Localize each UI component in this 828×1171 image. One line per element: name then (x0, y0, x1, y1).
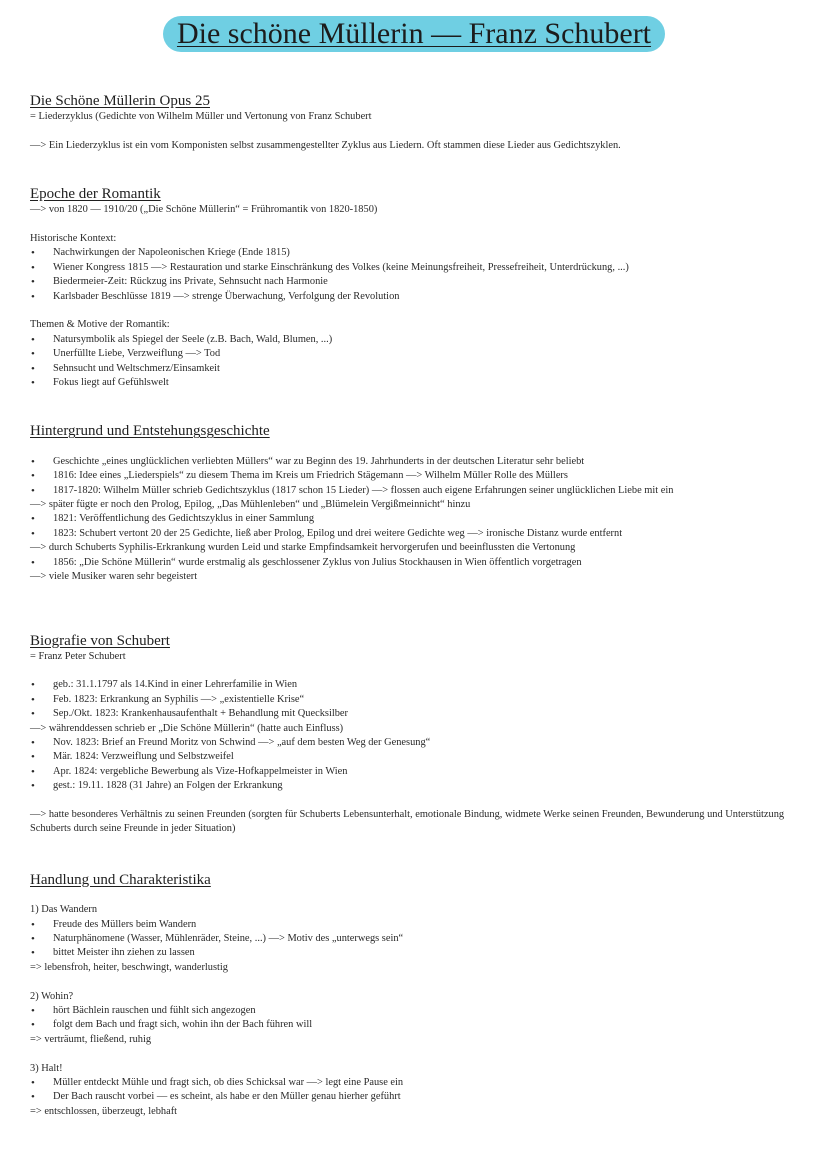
list-item: • Sehnsucht und Weltschmerz/Einsamkeit (30, 362, 800, 376)
list-item: • Sep./Okt. 1823: Krankenhausaufenthalt + Behandlung mit Quecksilber (30, 707, 800, 721)
hintergrund-note-1: —> später fügte er noch den Prolog, Epilog, „Das Mühlenleben“ und „Blümelein Vergißmeinnicht“ hinzu (30, 499, 471, 511)
hintergrund-list-2 (30, 512, 800, 541)
heading-hintergrund: Hintergrund und Entstehungsgeschichte (30, 423, 270, 440)
part-title: 3) Halt! (30, 1062, 63, 1074)
list-item: • Natursymbolik als Spiegel der Seele (z.B. Bach, Wald, Blumen, ...) (30, 333, 800, 347)
part-result: => entschlossen, überzeugt, lebhaft (30, 1105, 178, 1117)
themen-list (30, 333, 800, 391)
part-title: 2) Wohin? (30, 990, 74, 1002)
hintergrund-note-2: —> durch Schuberts Syphilis-Erkrankung wurden Leid und starke Empfindsamkeit hervorgerufen und beeinflussten die Vertonung (30, 542, 576, 554)
list-item: • Fokus liegt auf Gefühlswelt (30, 376, 800, 390)
hintergrund-list-3 (30, 556, 800, 570)
part-result: => lebensfroh, heiter, beschwingt, wanderlustig (30, 961, 228, 973)
list-item: • Naturphänomene (Wasser, Mühlenräder, Steine, ...) —> Motiv des „unterwegs sein“ (30, 932, 800, 946)
list-item: • bittet Meister ihn ziehen zu lassen (30, 946, 800, 960)
list-item: • Karlsbader Beschlüsse 1819 —> strenge Überwachung, Verfolgung der Revolution (30, 290, 800, 304)
list-item: • Feb. 1823: Erkrankung an Syphilis —> „existentielle Krise“ (30, 693, 800, 707)
list-item: • Wiener Kongress 1815 —> Restauration und starke Einschränkung des Volkes (keine Meinungsfreiheit, Pressefreiheit, Unterdrückung, ...) (30, 261, 800, 275)
kontext-label: Historische Kontext: (30, 233, 117, 244)
part-list (30, 1076, 800, 1105)
heading-epoche: Epoche der Romantik (30, 186, 161, 203)
part-title: 1) Das Wandern (30, 904, 98, 916)
heading-handlung: Handlung und Charakteristika (30, 871, 211, 888)
opus-line-1: = Liederzyklus (Gedichte von Wilhelm Müller und Vertonung von Franz Schubert (30, 111, 372, 122)
heading-opus: Die Schöne Müllerin Opus 25 (30, 93, 210, 109)
list-item: • Müller entdeckt Mühle und fragt sich, ob dies Schicksal war —> legt eine Pause ein (30, 1076, 800, 1090)
part-result: => verträumt, fließend, ruhig (30, 1033, 152, 1045)
list-item: • Freude des Müllers beim Wandern (30, 918, 800, 932)
list-item: • geb.: 31.1.1797 als 14.Kind in einer Lehrerfamilie in Wien (30, 678, 800, 692)
biografie-line-1: = Franz Peter Schubert (30, 650, 126, 662)
title-banner (0, 16, 828, 52)
list-item: • Der Bach rauscht vorbei — es scheint, als habe er den Müller genau hierher geführt (30, 1090, 800, 1104)
list-item: • 1821: Veröffentlichung des Gedichtszyklus in einer Sammlung (30, 512, 800, 526)
opus-line-2: —> Ein Liederzyklus ist ein vom Komponisten selbst zusammengestellter Zyklus aus Liedern. Oft stammen diese Lieder aus Gedichtszyklen. (30, 139, 621, 151)
list-item: • hört Bächlein rauschen und fühlt sich angezogen (30, 1004, 800, 1018)
list-item: • Unerfüllte Liebe, Verzweiflung —> Tod (30, 347, 800, 361)
section-hintergrund (30, 422, 800, 584)
list-item: • 1856: „Die Schöne Müllerin“ wurde erstmalig als geschlossener Zyklus von Julius Stockhausen in Wien öffentlich vorgetragen (30, 556, 800, 570)
biografie-note-2: —> hatte besonderes Verhältnis zu seinen Freunden (sorgten für Schuberts Lebensunterhalt, emotionale Bindung, widmete Werke seinen Freunden, Bewunderung und Unterstützung Schuberts durch seine Freunde in jeder Situation) (30, 808, 785, 835)
section-biografie (30, 632, 800, 837)
heading-biografie: Biografie von Schubert (30, 632, 170, 649)
list-item: • Geschichte „eines unglücklichen verliebten Müllers“ war zu Beginn des 19. Jahrhunderts in der deutschen Literatur sehr beliebt (30, 455, 800, 469)
section-opus (30, 92, 800, 153)
list-item: • Mär. 1824: Verzweiflung und Selbstzweifel (30, 750, 800, 764)
part-list (30, 1004, 800, 1033)
kontext-list (30, 246, 800, 304)
list-item: • Apr. 1824: vergebliche Bewerbung als Vize-Hofkappelmeister in Wien (30, 765, 800, 779)
biografie-note-1: —> währenddessen schrieb er „Die Schöne Müllerin“ (hatte auch Einfluss) (30, 722, 344, 734)
page-title: Die schöne Müllerin — Franz Schubert (163, 16, 665, 52)
section-handlung (30, 871, 800, 1119)
themen-label: Themen & Motive der Romantik: (30, 319, 170, 331)
epoche-line-1: —> von 1820 — 1910/20 („Die Schöne Müllerin“ = Frühromantik von 1820-1850) (30, 204, 378, 216)
document-body (30, 92, 800, 1119)
list-item: • Nachwirkungen der Napoleonischen Kriege (Ende 1815) (30, 246, 800, 260)
list-item: • 1817-1820: Wilhelm Müller schrieb Gedichtszyklus (1817 schon 15 Lieder) —> flossen auch eigene Erfahrungen seiner unglücklichen Liebe mit ein (30, 484, 800, 498)
list-item: • Nov. 1823: Brief an Freund Moritz von Schwind —> „auf dem besten Weg der Genesung“ (30, 736, 800, 750)
biografie-list-1 (30, 678, 800, 721)
list-item: • gest.: 19.11. 1828 (31 Jahre) an Folgen der Erkrankung (30, 779, 800, 793)
list-item: • 1816: Idee eines „Liederspiels“ zu diesem Thema im Kreis um Friedrich Stägemann —> Wilhelm Müller Rolle des Müllers (30, 469, 800, 483)
list-item: • folgt dem Bach und fragt sich, wohin ihn der Bach führen will (30, 1018, 800, 1032)
section-epoche (30, 185, 800, 390)
biografie-list-2 (30, 736, 800, 794)
list-item: • Biedermeier-Zeit: Rückzug ins Private, Sehnsucht nach Harmonie (30, 275, 800, 289)
list-item: • 1823: Schubert vertont 20 der 25 Gedichte, ließ aber Prolog, Epilog und drei weitere Gedichte weg —> ironische Distanz wurde entfernt (30, 527, 800, 541)
hintergrund-note-3: —> viele Musiker waren sehr begeistert (30, 571, 198, 583)
hintergrund-list-1 (30, 455, 800, 498)
part-list (30, 918, 800, 961)
